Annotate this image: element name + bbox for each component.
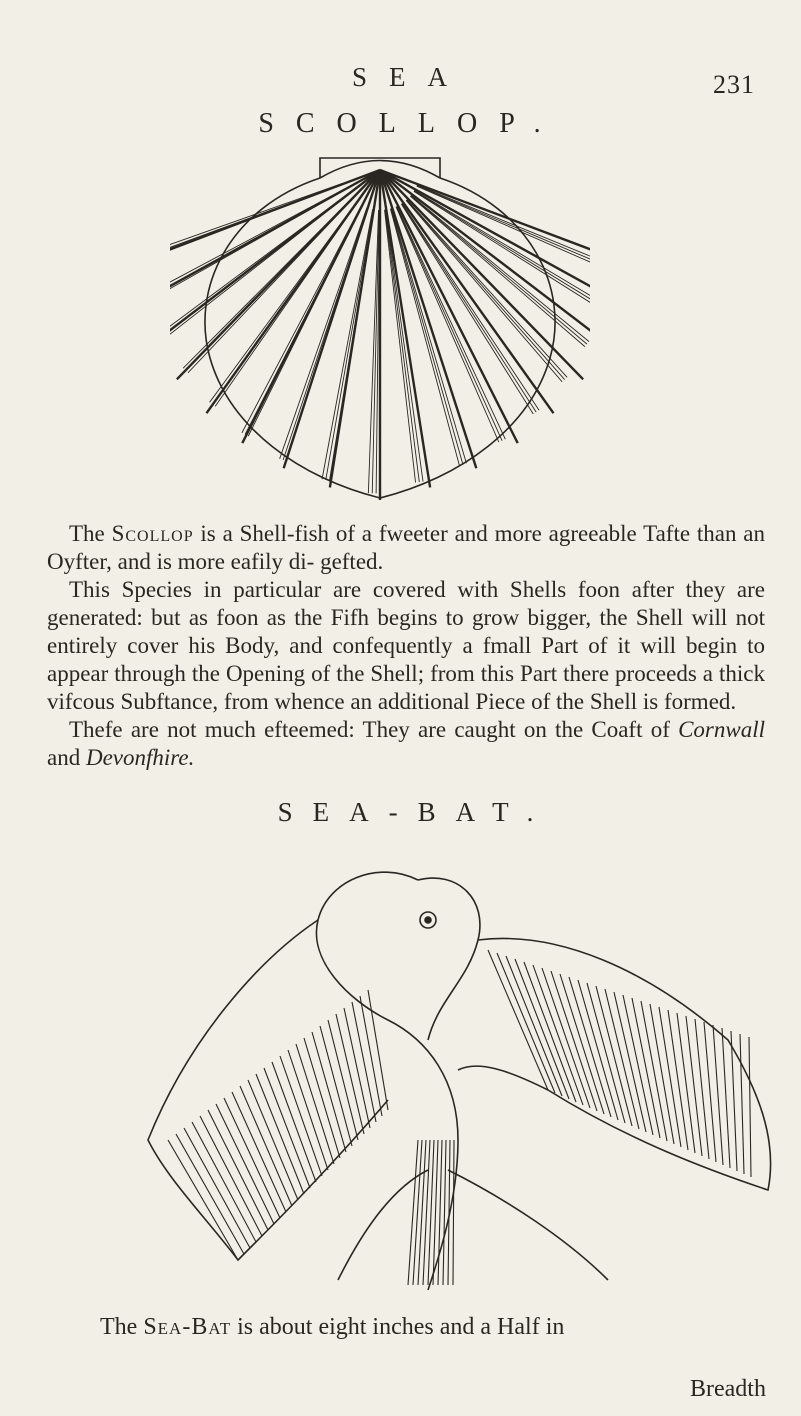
scallop-shell-illustration (170, 148, 590, 504)
paragraph-1 (47, 520, 765, 576)
sea-bat-caption (100, 1312, 766, 1342)
article-text (47, 520, 765, 772)
subheading-sea-bat: SEA-BAT. (277, 797, 554, 827)
heading-sea: SEA (351, 62, 469, 92)
p1-lead: The (69, 521, 105, 546)
caption-lead: The (100, 1314, 138, 1340)
p1-body: is a Shell-fish of a fweeter and more agreeable Tafte than an Oyfter, and is more eafily di- gefted. (47, 521, 765, 574)
caption-name: Sea-Bat (143, 1314, 232, 1340)
caption-body: is about eight inches and a Half in (237, 1314, 565, 1340)
catchword: Breadth (690, 1376, 766, 1402)
paragraph-3 (47, 716, 765, 772)
p3-and: and (47, 745, 81, 770)
p3-text: Thefe are not much efteemed: They are caught on the Coaft of (69, 717, 670, 742)
paragraph-2: This Species in particular are covered with Shells foon after they are generated: but as foon as the Fifh begins to grow bigger, the Shell will not entirely cover his Body, and confequently a fmall Part of it will begin to appear through the Opening of the Shell; from this Part there proceeds a thick vifcous Subftance, from whence an additional Piece of the Shell is formed. (47, 577, 765, 714)
p1-name: Scollop (111, 521, 194, 546)
p3-place-devonshire: Devonfhire. (85, 745, 195, 770)
heading-scollop: SCOLLOP. (258, 108, 563, 139)
sea-bat-illustration (128, 840, 788, 1298)
p3-place-cornwall: Cornwall (678, 717, 766, 742)
page-number: 231 (713, 70, 755, 99)
